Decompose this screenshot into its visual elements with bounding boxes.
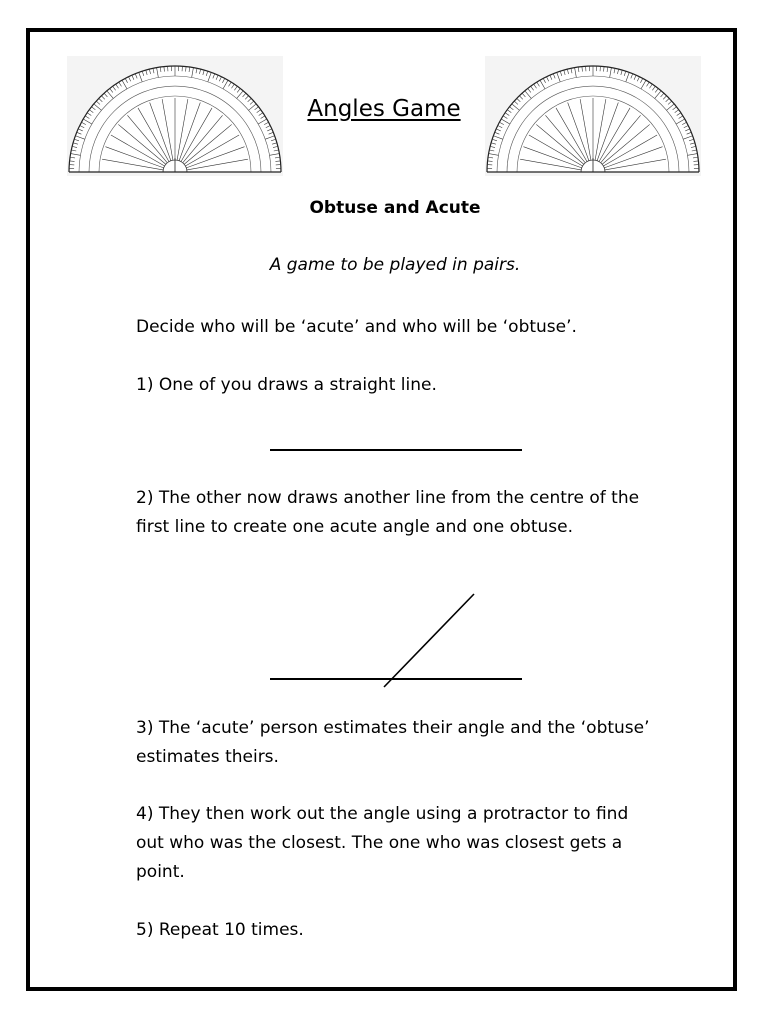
step-1: 1) One of you draws a straight line. [136, 375, 437, 395]
angle-line [384, 594, 474, 687]
instruction-decide: Decide who will be ‘acute’ and who will be ‘obtuse’. [136, 317, 577, 337]
step-3: 3) The ‘acute’ person estimates their angle and the ‘obtuse’ estimates theirs. [136, 718, 650, 767]
page-title: Angles Game [307, 96, 461, 122]
subtitle: Obtuse and Acute [309, 198, 481, 218]
step-2: 2) The other now draws another line from the centre of the first line to create one acute angle and one obtuse. [136, 488, 640, 537]
straight-line-diagram [268, 440, 524, 454]
step-4: 4) They then work out the angle using a protractor to find out who was the closest. The one who was closest gets a point. [136, 804, 629, 882]
step-5: 5) Repeat 10 times. [136, 920, 304, 940]
intro-text: A game to be played in pairs. [269, 255, 521, 275]
angle-diagram [268, 590, 524, 690]
